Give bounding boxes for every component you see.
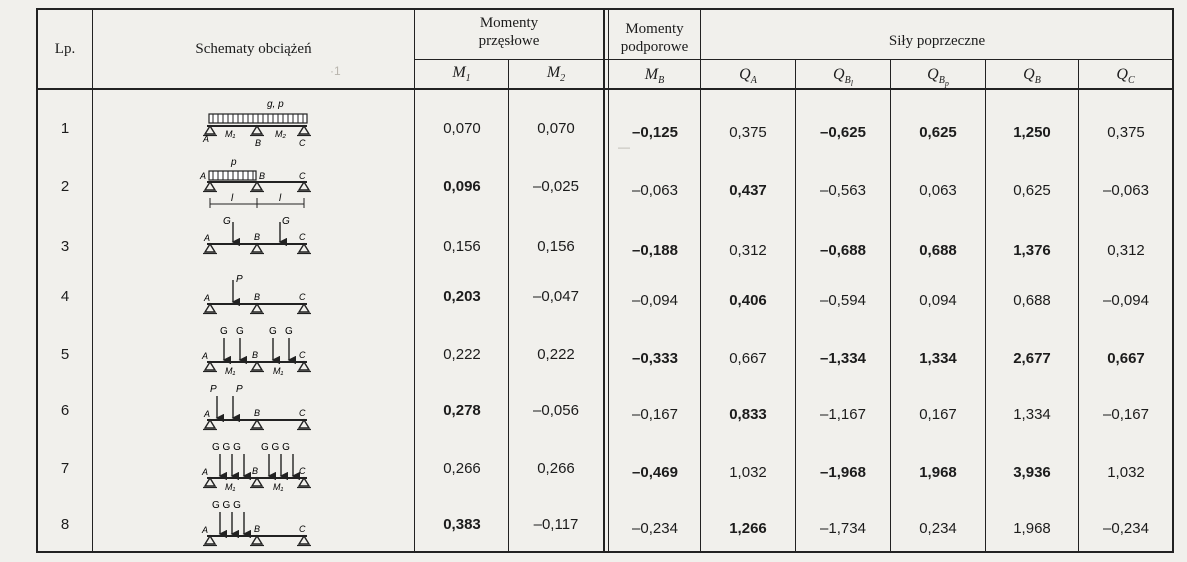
svg-text:P: P xyxy=(236,384,243,395)
cell-qb: 1,250 xyxy=(1013,124,1051,141)
svg-text:G G G: G G G xyxy=(212,442,241,453)
cell-qbp: 1,968 xyxy=(919,464,957,481)
svg-text:A: A xyxy=(204,409,211,419)
svg-text:B: B xyxy=(254,408,261,418)
cell-mb: –0,188 xyxy=(632,242,678,259)
header-span-moments: Momenty przęsłowe xyxy=(478,15,540,49)
svg-text:C: C xyxy=(299,292,306,302)
svg-text:B: B xyxy=(252,466,259,476)
cell-qa: 0,437 xyxy=(729,182,767,199)
cell-qb: 1,376 xyxy=(1013,242,1051,259)
cell-qc: 0,312 xyxy=(1107,242,1145,259)
svg-text:B: B xyxy=(254,524,261,534)
cell-qbl: –0,563 xyxy=(820,182,866,199)
svg-text:G G G: G G G xyxy=(212,500,241,511)
cell-m2: 0,156 xyxy=(537,238,575,255)
cell-m2: –0,056 xyxy=(533,402,579,419)
svg-text:M₁: M₁ xyxy=(225,366,236,376)
svg-text:M₁: M₁ xyxy=(273,366,284,376)
cell-qa: 1,266 xyxy=(729,520,767,537)
header-shear-forces: Siły poprzeczne xyxy=(888,33,986,49)
header-mb: $M_B$ xyxy=(644,66,665,87)
svg-text:G: G xyxy=(269,326,277,337)
cell-qbl: –0,625 xyxy=(820,124,866,141)
cell-qbl: –1,167 xyxy=(820,406,866,423)
cell-qc: –0,063 xyxy=(1103,182,1149,199)
cell-mb: –0,063 xyxy=(632,182,678,199)
col-divider xyxy=(890,59,891,553)
col-divider xyxy=(92,8,93,553)
svg-text:G: G xyxy=(282,216,290,227)
cell-m1: 0,383 xyxy=(443,516,481,533)
cell-qa: 0,312 xyxy=(729,242,767,259)
cell-qb: 1,968 xyxy=(1013,520,1051,537)
table-bottom-border xyxy=(36,551,1174,553)
scheme-1 xyxy=(202,99,311,148)
svg-text:M₂: M₂ xyxy=(275,129,286,139)
cell-mb: –0,333 xyxy=(632,350,678,367)
svg-text:g, p: g, p xyxy=(267,99,284,110)
scheme-8 xyxy=(201,500,311,546)
row-number: 4 xyxy=(60,288,70,305)
cell-m2: 0,070 xyxy=(537,120,575,137)
cell-m1: 0,096 xyxy=(443,178,481,195)
cell-qc: 0,667 xyxy=(1107,350,1145,367)
cell-qbl: –1,334 xyxy=(820,350,866,367)
svg-text:C: C xyxy=(299,138,306,148)
row-number: 1 xyxy=(60,120,70,137)
svg-text:G: G xyxy=(223,216,231,227)
svg-text:B: B xyxy=(252,350,259,360)
scheme-4 xyxy=(203,274,311,314)
scheme-3 xyxy=(203,216,311,254)
forces-sub-border xyxy=(604,59,1174,60)
ghost-mark: ·1 xyxy=(330,64,341,78)
cell-qc: –0,167 xyxy=(1103,406,1149,423)
header-support-moments: Momenty podporowe xyxy=(620,21,689,55)
header-qbl: $Q_{B_l}$ xyxy=(833,66,853,89)
scheme-2 xyxy=(199,157,311,208)
row-number: 7 xyxy=(60,460,70,477)
col-divider xyxy=(1078,59,1079,553)
cell-qbl: –1,734 xyxy=(820,520,866,537)
svg-text:P: P xyxy=(236,274,243,285)
svg-text:C: C xyxy=(299,408,306,418)
svg-text:C: C xyxy=(299,350,306,360)
moments-sub-border xyxy=(414,59,604,60)
svg-text:B: B xyxy=(254,232,261,242)
cell-mb: –0,469 xyxy=(632,464,678,481)
row-number: 8 xyxy=(60,516,70,533)
cell-qa: 0,406 xyxy=(729,292,767,309)
cell-qc: –0,234 xyxy=(1103,520,1149,537)
cell-qc: 1,032 xyxy=(1107,464,1145,481)
row-number: 3 xyxy=(60,238,70,255)
cell-m1: 0,156 xyxy=(443,238,481,255)
svg-text:C: C xyxy=(299,524,306,534)
scheme-5 xyxy=(201,326,311,376)
col-divider xyxy=(603,8,605,553)
row-number: 2 xyxy=(60,178,70,195)
cell-m2: 0,222 xyxy=(537,346,575,363)
header-m2: $M_2$ xyxy=(546,64,566,85)
svg-text:l: l xyxy=(231,193,234,204)
svg-text:M₁: M₁ xyxy=(225,129,236,139)
header-lp: Lp. xyxy=(54,41,76,57)
svg-text:G: G xyxy=(285,326,293,337)
svg-text:C: C xyxy=(299,232,306,242)
cell-mb: –0,125 xyxy=(632,124,678,141)
header-qbp: $Q_{B_p}$ xyxy=(927,66,949,89)
cell-qc: 0,375 xyxy=(1107,124,1145,141)
cell-qbp: 0,688 xyxy=(919,242,957,259)
header-qa: $Q_A$ xyxy=(739,66,757,87)
cell-m2: 0,266 xyxy=(537,460,575,477)
svg-text:P: P xyxy=(210,384,217,395)
svg-text:G G G: G G G xyxy=(261,442,290,453)
svg-text:C: C xyxy=(299,171,306,181)
svg-text:A: A xyxy=(202,351,209,361)
cell-mb: –0,094 xyxy=(632,292,678,309)
cell-mb: –0,234 xyxy=(632,520,678,537)
cell-qbp: 0,625 xyxy=(919,124,957,141)
cell-qbl: –0,688 xyxy=(820,242,866,259)
cell-qbp: 0,063 xyxy=(919,182,957,199)
svg-text:A: A xyxy=(204,233,211,243)
cell-qb: 0,688 xyxy=(1013,292,1051,309)
header-schemes: Schematy obciążeń xyxy=(195,41,312,57)
header-qb: $Q_B$ xyxy=(1023,66,1041,87)
cell-m2: –0,117 xyxy=(533,516,579,533)
row-number: 6 xyxy=(60,402,70,419)
cell-qbp: 1,334 xyxy=(919,350,957,367)
ghost-mark: — xyxy=(618,140,630,154)
load-schemes xyxy=(195,90,320,550)
cell-m2: –0,025 xyxy=(533,178,579,195)
svg-text:B: B xyxy=(259,171,266,181)
cell-m1: 0,266 xyxy=(443,460,481,477)
svg-text:G: G xyxy=(220,326,228,337)
cell-m1: 0,222 xyxy=(443,346,481,363)
cell-qa: 0,375 xyxy=(729,124,767,141)
svg-text:A: A xyxy=(203,134,210,144)
svg-text:B: B xyxy=(255,138,262,148)
svg-text:A: A xyxy=(200,171,207,181)
cell-qbp: 0,167 xyxy=(919,406,957,423)
cell-m2: –0,047 xyxy=(533,288,579,305)
cell-qb: 0,625 xyxy=(1013,182,1051,199)
cell-qa: 1,032 xyxy=(729,464,767,481)
svg-text:A: A xyxy=(202,525,209,535)
header-qc: $Q_C$ xyxy=(1116,66,1135,87)
cell-qbp: 0,234 xyxy=(919,520,957,537)
col-divider xyxy=(795,59,796,553)
svg-text:B: B xyxy=(254,292,261,302)
cell-mb: –0,167 xyxy=(632,406,678,423)
svg-text:A: A xyxy=(202,467,209,477)
col-divider xyxy=(414,8,415,553)
cell-qa: 0,833 xyxy=(729,406,767,423)
cell-qc: –0,094 xyxy=(1103,292,1149,309)
cell-qbl: –0,594 xyxy=(820,292,866,309)
cell-qb: 1,334 xyxy=(1013,406,1051,423)
scheme-7 xyxy=(201,442,311,492)
table-top-border xyxy=(36,8,1174,10)
col-divider xyxy=(508,59,509,553)
cell-m1: 0,070 xyxy=(443,120,481,137)
svg-text:G: G xyxy=(236,326,244,337)
svg-text:M₁: M₁ xyxy=(273,482,284,492)
header-m1: $M_1$ xyxy=(452,64,471,85)
svg-text:C: C xyxy=(299,466,306,476)
cell-qbl: –1,968 xyxy=(820,464,866,481)
cell-qa: 0,667 xyxy=(729,350,767,367)
svg-text:M₁: M₁ xyxy=(225,482,236,492)
svg-text:l: l xyxy=(279,193,282,204)
svg-text:p: p xyxy=(231,157,237,168)
cell-m1: 0,203 xyxy=(443,288,481,305)
row-number: 5 xyxy=(60,346,70,363)
cell-qb: 3,936 xyxy=(1013,464,1051,481)
cell-qb: 2,677 xyxy=(1013,350,1051,367)
cell-m1: 0,278 xyxy=(443,402,481,419)
cell-qbp: 0,094 xyxy=(919,292,957,309)
scheme-6 xyxy=(203,384,311,430)
svg-text:A: A xyxy=(204,293,211,303)
